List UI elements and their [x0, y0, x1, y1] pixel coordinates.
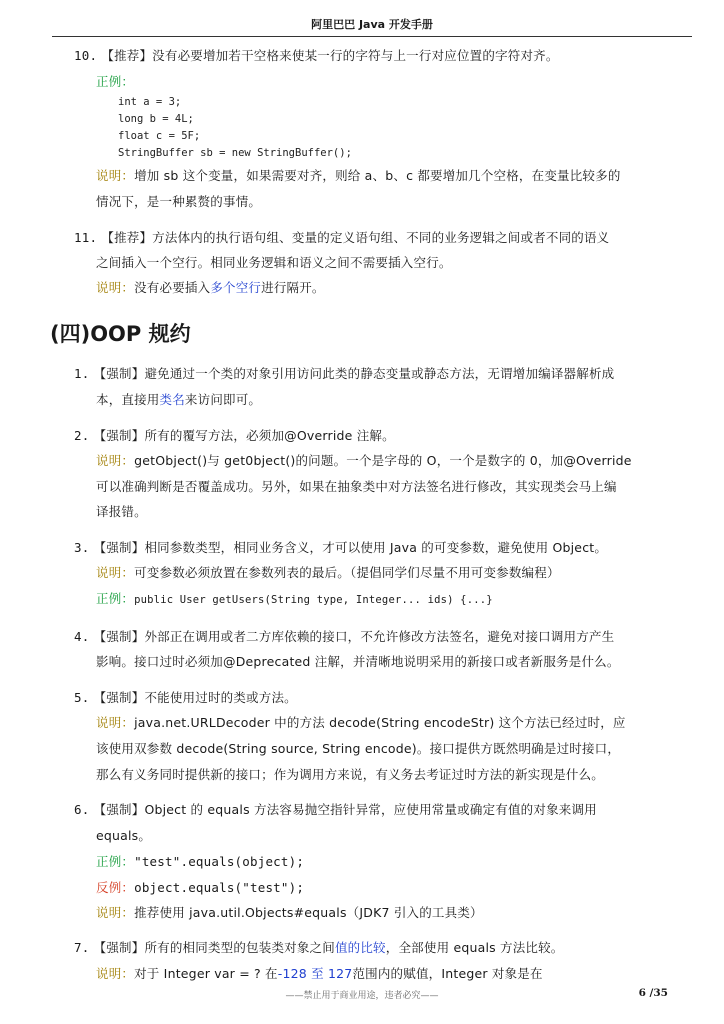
rule-text: 来访问即可。 — [184, 392, 262, 407]
item-number: 6. — [74, 802, 90, 817]
rule-text-line: 之间插入一个空行。相同业务逻辑和语义之间不需要插入空行。 — [96, 255, 452, 270]
note-line — [96, 964, 543, 982]
note-text: 进行隔开。 — [261, 280, 325, 295]
example-label: 正例： — [96, 74, 135, 89]
rule-7 — [74, 938, 564, 956]
link-value-comparison[interactable]: 值的比较 — [334, 940, 386, 955]
note-line — [96, 451, 632, 469]
note-label: 说明： — [96, 905, 135, 920]
rule-text-line: 影响。接口过时必须加@Deprecated 注解，并清晰地说明采用的新接口或者新服务是什么。 — [96, 654, 620, 669]
note-line: 译报错。 — [96, 504, 147, 519]
rule-5 — [74, 688, 297, 706]
code-line: StringBuffer sb = new StringBuffer(); — [118, 147, 352, 159]
rule-text: 【强制】相同参数类型，相同业务含义，才可以使用 Java 的可变参数，避免使用 Object。 — [93, 540, 608, 555]
note-text: 增加 sb 这个变量，如果需要对齐，则给 a、b、c 都要增加几个空格，在变量比较多的 — [134, 168, 621, 183]
note-line — [96, 903, 483, 921]
item-number: 11. — [74, 230, 98, 245]
item-number: 5. — [74, 690, 90, 705]
code-line: long b = 4L; — [118, 113, 194, 125]
rule-text: 【强制】所有的相同类型的包装类对象之间 — [93, 940, 335, 955]
item-number: 1. — [74, 366, 90, 381]
item-number: 4. — [74, 629, 90, 644]
example-label: 正例： — [96, 591, 135, 606]
item-11-rule — [74, 228, 609, 246]
note-line: 那么有义务同时提供新的接口；作为调用方来说，有义务去考证过时方法的新实现是什么。 — [96, 767, 605, 782]
code-line: int a = 3; — [118, 96, 182, 108]
item-number: 2. — [74, 428, 90, 443]
rule-text: 【强制】避免通过一个类的对象引用访问此类的静态变量或静态方法，无谓增加编译器解析成 — [93, 366, 615, 381]
rule-text: 【强制】Object 的 equals 方法容易抛空指针异常，应使用常量或确定有值的对象来调用 — [93, 802, 597, 817]
item-number: 3. — [74, 540, 90, 555]
note-text: 对于 Integer var = ? 在 — [134, 966, 278, 981]
example-code: public User getUsers(String type, Integer... ids) {...} — [134, 594, 493, 606]
note-line: 该使用双参数 decode(String source, String encode)。接口提供方既然明确是过时接口， — [96, 741, 621, 756]
link-integer-range[interactable]: -128 至 127 — [277, 966, 353, 981]
note-text: 没有必要插入 — [134, 280, 211, 295]
good-example-line — [96, 852, 304, 870]
counter-example-label: 反例： — [96, 880, 135, 895]
note-label: 说明： — [96, 966, 135, 981]
item-number: 7. — [74, 940, 90, 955]
rule-text: 【强制】所有的覆写方法，必须加@Override 注解。 — [93, 428, 395, 443]
rule-text: 【推荐】没有必要增加若干空格来使某一行的字符与上一行对应位置的字符对齐。 — [101, 48, 559, 63]
note-label: 说明： — [96, 453, 135, 468]
page-footer: ——禁止用于商业用途，违者必究—— — [285, 991, 439, 1001]
note-text: 可变参数必须放置在参数列表的最后。（提倡同学们尽量不用可变参数编程） — [134, 565, 560, 580]
example-code: "test".equals(object); — [134, 854, 305, 869]
code-line: float c = 5F; — [118, 130, 201, 142]
example-line — [96, 589, 493, 607]
rule-1 — [74, 364, 614, 382]
rule-text: 【推荐】方法体内的执行语句组、变量的定义语句组、不同的业务逻辑之间或者不同的语义 — [101, 230, 610, 245]
note-label: 说明： — [96, 280, 135, 295]
rule-text-line — [96, 390, 261, 408]
note-line — [96, 563, 560, 581]
note-text: 推荐使用 java.util.Objects#equals（JDK7 引入的工具类） — [134, 905, 483, 920]
rule-text: 本，直接用 — [96, 392, 160, 407]
note-text: getObject()与 get0bject()的问题。一个是字母的 O，一个是数字的 0，加@Override — [134, 453, 632, 468]
page-header: 阿里巴巴 Java 开发手册 — [52, 14, 692, 37]
item-number: 10. — [74, 48, 98, 63]
counter-example-code: object.equals("test"); — [134, 880, 305, 895]
note-line: 可以准确判断是否覆盖成功。另外，如果在抽象类中对方法签名进行修改，其实现类会马上编 — [96, 479, 617, 494]
note-text: java.net.URLDecoder 中的方法 decode(String encodeStr) 这个方法已经过时，应 — [134, 715, 626, 730]
note-line: 情况下，是一种累赘的事情。 — [96, 194, 262, 209]
note-label: 说明： — [96, 168, 135, 183]
rule-4 — [74, 627, 614, 645]
rule-text: ，全部使用 equals 方法比较。 — [385, 940, 564, 955]
rule-text: 【强制】不能使用过时的类或方法。 — [93, 690, 297, 705]
note-line — [96, 278, 325, 296]
note-line — [96, 713, 626, 731]
page-number: 6 /35 — [638, 987, 668, 999]
link-class-name[interactable]: 类名 — [159, 392, 185, 407]
bad-example-line — [96, 878, 304, 896]
rule-text-line: equals。 — [96, 828, 152, 843]
section-title: (四)OOP 规约 — [50, 322, 191, 346]
note-line — [96, 166, 621, 184]
rule-text: 【强制】外部正在调用或者二方库依赖的接口，不允许修改方法签名，避免对接口调用方产生 — [93, 629, 615, 644]
note-text: 范围内的赋值，Integer 对象是在 — [352, 966, 543, 981]
link-multiple-blank-lines[interactable]: 多个空行 — [210, 280, 262, 295]
rule-2 — [74, 426, 395, 444]
example-label: 正例： — [96, 854, 135, 869]
rule-6 — [74, 800, 597, 818]
note-label: 说明： — [96, 565, 135, 580]
item-10-rule — [74, 46, 559, 64]
rule-3 — [74, 538, 607, 556]
note-label: 说明： — [96, 715, 135, 730]
